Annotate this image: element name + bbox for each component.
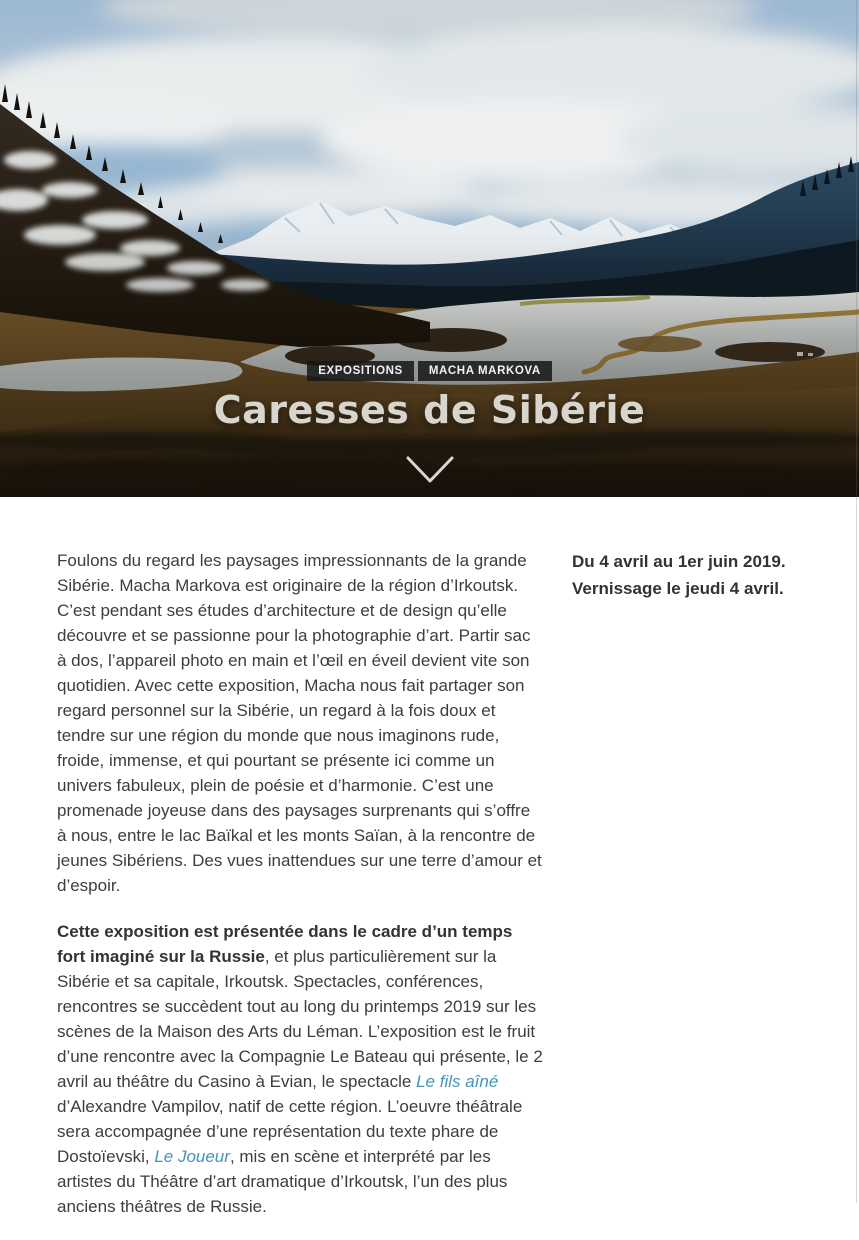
article-body: [57, 548, 544, 1240]
tag-macha-markova[interactable]: MACHA MARKOVA: [418, 361, 552, 381]
tag-expositions[interactable]: EXPOSITIONS: [307, 361, 414, 381]
chevron-down-icon[interactable]: [406, 455, 454, 485]
bold-lead: Cette exposition est présentée dans le cadre d’un temps fort imaginé sur la Russie: [57, 922, 513, 966]
text-segment: , mis en scène et interprété par les artistes du Théâtre d’art dramatique d’Irkoutsk, l’un des plus anciens théâtres de Russie.: [57, 1147, 508, 1216]
text-segment: d’Alexandre Vampilov, natif de cette région. L’oeuvre théâtrale sera accompagnée d’une représentation du texte phare de Dostoïevski,: [57, 1097, 523, 1166]
paragraph-one: Foulons du regard les paysages impressionnants de la grande Sibérie. Macha Markova est originaire de la région d’Irkoutsk. C’est pendant ses études d’architecture et de design qu’elle découvre et se passionne pour la photographie d’art. Partir sac à dos, l’appareil photo en main et l’œil en éveil devient vite son quotidien. Avec cette exposition, Macha nous fait partager son regard personnel sur la Sibérie, un regard à la fois doux et tendre sur une région du monde que nous imaginons rude, froide, immense, et qui pourtant se présente ici comme un univers fabuleux, plein de poésie et d’harmonie. C’est une promenade joyeuse dans des paysages surprenants qui s’offre à nous, entre le lac Baïkal et les monts Saïan, à la rencontre de jeunes Sibériens. Des vues inattendues sur une terre d’amour et d’espoir.: [57, 551, 542, 895]
text-segment: , et plus particulièrement sur la Sibérie et sa capitale, Irkoutsk. Spectacles, conférences, rencontres se succèdent tout au long du printemps 2019 sur les scènes de la Maison des Arts du Léman. L’exposition est le fruit d’une rencontre avec la Compagnie Le Bateau qui présente, le 2 avril au théâtre du Casino à Evian, le spectacle: [57, 947, 543, 1091]
page-title: Caresses de Sibérie: [213, 388, 646, 432]
vernissage-date: Vernissage le jeudi 4 avril.: [572, 579, 784, 598]
event-dates-text: [572, 548, 802, 602]
paragraph-two: [57, 919, 544, 1219]
event-dates: [572, 548, 802, 1240]
scrollbar-track[interactable]: [856, 0, 857, 1203]
date-range: Du 4 avril au 1er juin 2019.: [572, 552, 786, 571]
tag-list: [0, 361, 859, 381]
hero-overlay: [0, 0, 859, 497]
article-content: [0, 497, 859, 1240]
inline-link[interactable]: Le fils aîné: [416, 1072, 499, 1091]
inline-link[interactable]: Le Joueur: [154, 1147, 230, 1166]
hero: [0, 0, 859, 497]
